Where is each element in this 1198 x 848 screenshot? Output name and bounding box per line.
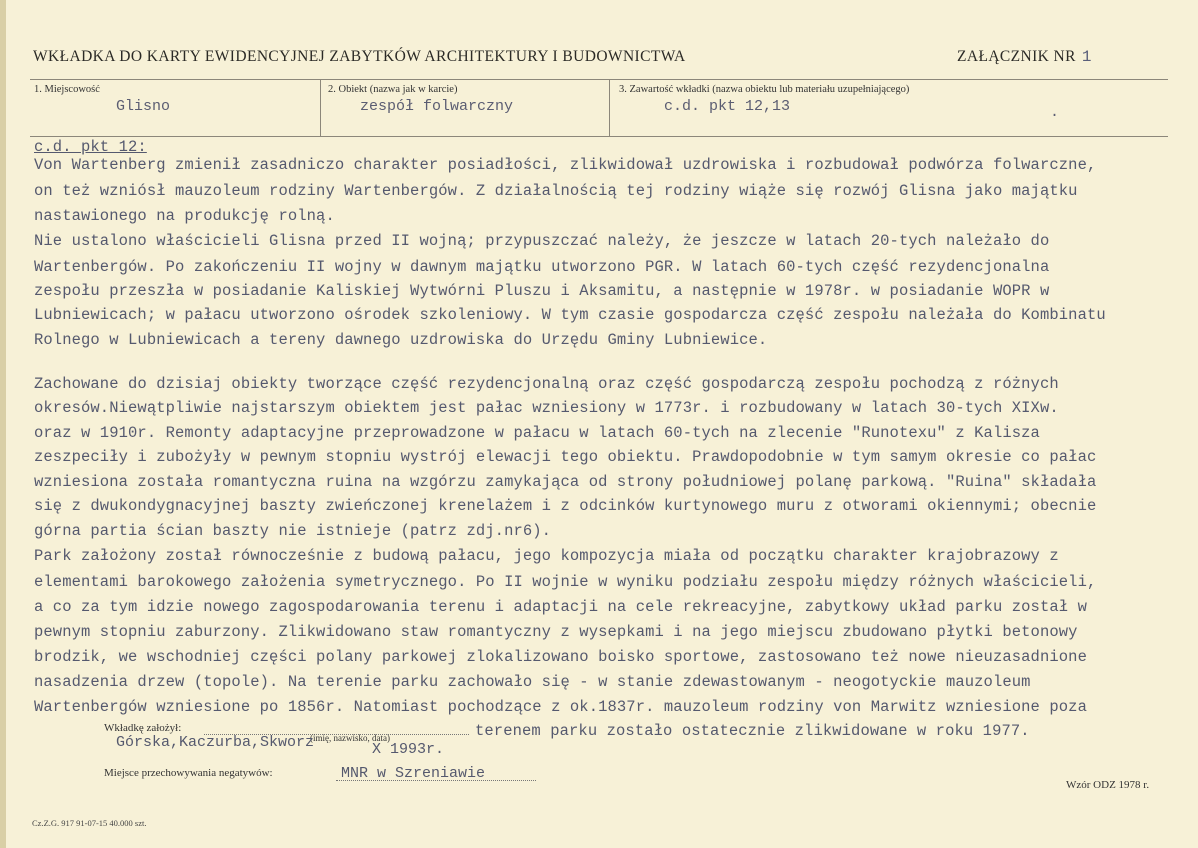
author-value: Górska,Kaczurba,Skworz: [116, 734, 315, 751]
field-divider-1: [320, 80, 321, 136]
body-line: wzniesiona została romantyczna ruina na wzgórzu zamykająca od strony południowej polanę parkową. "Ruina" składała: [34, 473, 1097, 491]
body-line: się z dwukondygnacyjnej baszty zwieńczonej krenelażem i z odcinków kurtynowego muru z otworami okiennymi; obecnie: [34, 497, 1097, 515]
body-line: Von Wartenberg zmienił zasadniczo charakter posiadłości, zlikwidował uzdrowiska i rozbudował podwórza folwarczne,: [34, 156, 1097, 174]
body-line: Zachowane do dzisiaj obiekty tworzące część rezydencjonalną oraz część gospodarczą zespołu pochodzą z różnych: [34, 375, 1059, 393]
body-line: Nie ustalono właścicieli Glisna przed II wojną; przypuszczać należy, że jeszcze w latach 20-tych należało do: [34, 232, 1050, 250]
body-line: okresów.Niewątpliwie najstarszym obiektem jest pałac wzniesiony w 1773r. i rozbudowany w latach 30-tych XIXw.: [34, 399, 1059, 417]
annex-label-block: [957, 48, 1092, 66]
storage-value: MNR w Szreniawie: [341, 765, 486, 782]
body-line: brodzik, we wschodniej części polany parkowej zlokalizowano boisko sportowe, zastosowano też nowe nieuzasadnione: [34, 648, 1087, 666]
print-code: Cz.Z.G. 917 91-07-15 40.000 szt.: [32, 818, 147, 828]
body-line: elementami barokowego założenia symetrycznego. Po II wojnie w wyniku podziału zespołu między różnych właścicieli,: [34, 573, 1097, 591]
section-heading: c.d. pkt 12:: [34, 138, 147, 156]
object-value: zespół folwarczny: [360, 98, 514, 115]
body-line-last: terenem parku zostało ostatecznie zlikwidowane w roku 1977.: [475, 722, 1030, 740]
body-line: Wartenbergów wzniesione po 1856r. Natomiast pochodzące z ok.1837r. mauzoleum rodziny von Marwitz wzniesione poza: [34, 698, 1087, 716]
body-line: on też wzniósł mauzoleum rodziny Wartenbergów. Z działalnością tej rodziny wiąże się rozwój Glisna jako majątku: [34, 182, 1078, 200]
form-title: WKŁADKA DO KARTY EWIDENCYJNEJ ZABYTKÓW ARCHITEKTURY I BUDOWNICTWA: [33, 48, 686, 65]
body-line: nasadzenia drzew (topole). Na terenie parku zachowało się - w stanie zdewastowanym - neogotyckie mauzoleum: [34, 673, 1031, 691]
body-line: Lubniewicach; w pałacu utworzono ośrodek szkoleniowy. W tym czasie gospodarcza część zespołu należała do Kombinatu: [34, 306, 1106, 324]
storage-label: Miejsce przechowywania negatywów:: [104, 767, 273, 779]
body-line: zeszpeciły i zubożyły w pewnym stopniu wystrój elewacji tego obiektu. Prawdopodobnie w tym samym okresie co pałac: [34, 448, 1097, 466]
body-line: a co za tym idzie nowego zagospodarowania terenu i adaptacji na cele rekreacyjne, zabytkowy układ parku został w: [34, 598, 1087, 616]
form-code: Wzór ODZ 1978 r.: [1066, 779, 1150, 791]
content-value: c.d. pkt 12,13: [664, 98, 791, 115]
annex-label: ZAŁĄCZNIK NR: [957, 48, 1076, 65]
location-value: Glisno: [116, 98, 171, 115]
body-line: Park założony został równocześnie z budową pałacu, jego kompozycja miała od początku charakter krajobrazowy z: [34, 547, 1059, 565]
annex-number: 1: [1081, 48, 1092, 66]
date-value: X 1993r.: [372, 741, 445, 758]
location-label: 1. Miejscowość: [34, 84, 100, 95]
body-line: Rolnego w Lubniewicach a tereny dawnego uzdrowiska do Urzędu Gminy Lubniewice.: [34, 331, 768, 349]
body-line: górna partia ścian baszty nie istnieje (patrz zdj.nr6).: [34, 522, 552, 540]
content-label: 3. Zawartość wkładki (nazwa obiektu lub materiału uzupełniającego): [619, 84, 910, 95]
body-line: pewnym stopniu zaburzony. Zlikwidowano staw romantyczny z wysepkami i na jego miejscu zbudowano płytki betonowy: [34, 623, 1078, 641]
author-label: Wkładkę założył:: [104, 722, 182, 734]
body-line: zespołu przeszła w posiadanie Kaliskiej Wytwórni Pluszu i Aksamitu, a następnie w 1978r. w posiadanie WOPR w: [34, 282, 1050, 300]
header-fields-row: [30, 79, 1168, 137]
author-sublabel: (imię, nazwisko, data): [310, 733, 390, 743]
body-line: Wartenbergów. Po zakończeniu II wojny w dawnym majątku utworzono PGR. W latach 60-tych część rezydencjonalna: [34, 258, 1050, 276]
object-label: 2. Obiekt (nazwa jak w karcie): [328, 84, 458, 95]
body-line: oraz w 1910r. Remonty adaptacyjne przeprowadzone w pałacu w latach 60-tych na zlecenie "Runotexu" z Kalisza: [34, 424, 1040, 442]
body-line: nastawionego na produkcję rolną.: [34, 207, 335, 225]
field-divider-2: [609, 80, 610, 136]
content-mark: .: [1050, 104, 1060, 121]
card-edge: [0, 0, 6, 848]
